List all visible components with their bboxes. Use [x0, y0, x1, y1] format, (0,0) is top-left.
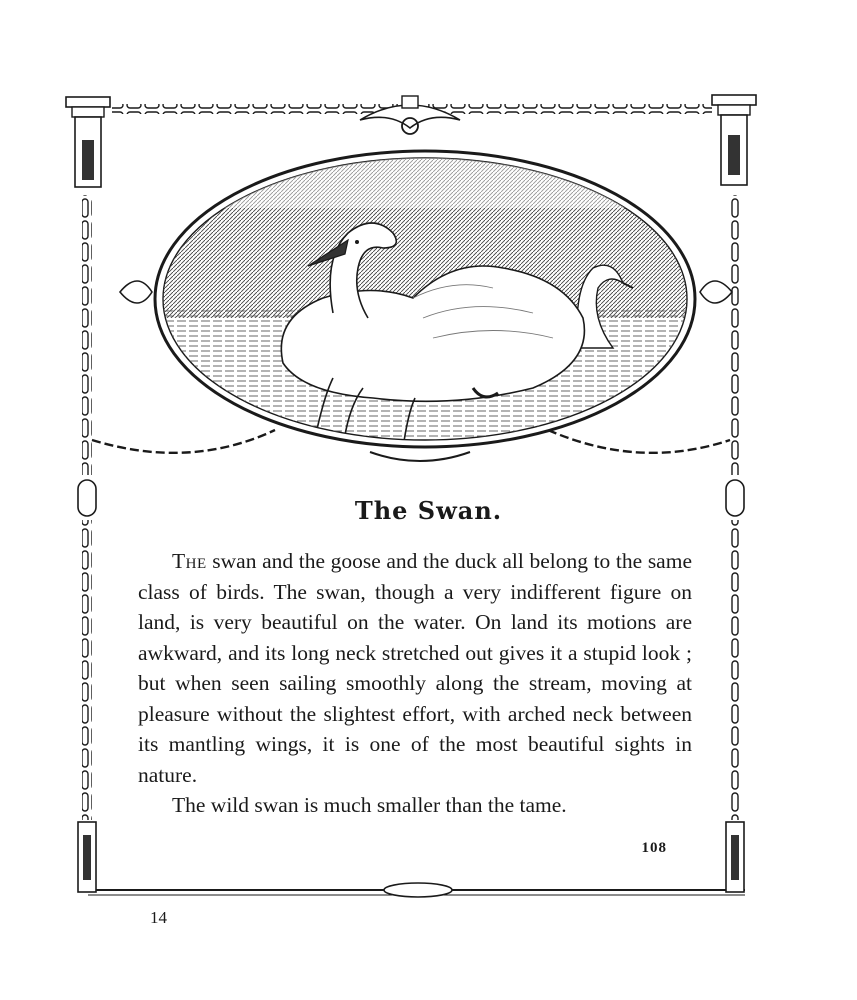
- paragraph-1: [138, 546, 692, 790]
- paragraph-body: swan and the goose and the duck all belong to the same class of birds. The swan, though a very indifferent figure on land, is very beautiful on the water. On land its motions are awkward, and its long neck stretched out gives it a stupid look ; but when seen sailing smoothly along the stream, moving at pleasure without the slightest effort, with arched neck between its mantling wings, it is one of the most beautiful sights in nature.: [138, 549, 692, 787]
- paragraph-lead: The: [172, 549, 207, 573]
- right-medallion-bracket: [700, 281, 732, 303]
- catchword-number: 108: [641, 840, 667, 856]
- paragraph-2: [138, 790, 692, 821]
- body-text: [138, 546, 692, 821]
- top-center-ornament: [360, 96, 460, 134]
- page-number: 14: [150, 908, 167, 927]
- bottom-center-ornament: [384, 883, 452, 897]
- left-medallion-bracket: [120, 281, 152, 303]
- left-chain-lower: [82, 520, 92, 820]
- swan-illustration: [153, 148, 698, 450]
- paragraph-body: The wild swan is much smaller than the tame.: [172, 793, 567, 817]
- right-chain-lower: [730, 520, 740, 820]
- page-title: The Swan.: [354, 496, 503, 525]
- bottom-medallion-bracket: [370, 452, 470, 461]
- left-chain-upper: [82, 195, 92, 475]
- right-chain-upper: [730, 195, 740, 475]
